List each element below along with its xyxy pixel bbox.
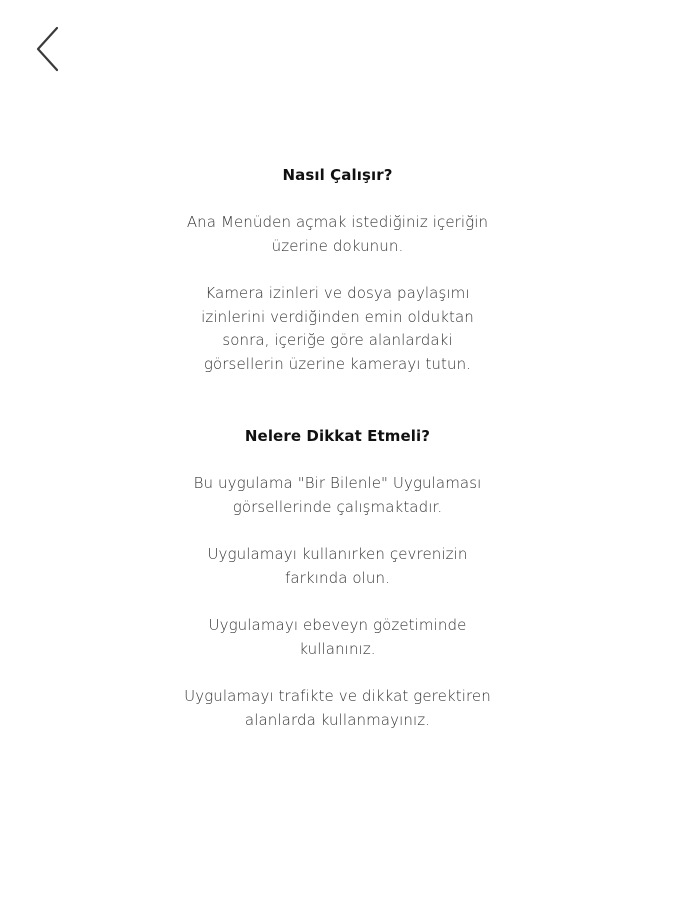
paragraph-line: alanlarda kullanmayınız. <box>244 710 431 729</box>
paragraph-line: görsellerinde çalışmaktadır. <box>232 497 443 516</box>
paragraph-line: Uygulamayı kullanırken çevrenizin <box>207 545 468 563</box>
cautions-heading: Nelere Dikkat Etmeli? <box>244 427 431 445</box>
how-it-works-heading: Nasıl Çalışır? <box>282 166 393 184</box>
paragraph-line: Ana Menüden açmak istediğiniz içeriğin <box>186 213 489 231</box>
paragraph-line: kullanınız. <box>299 639 376 658</box>
back-button[interactable] <box>30 24 66 74</box>
cautions-paragraph-1 <box>0 472 675 519</box>
cautions-paragraph-4 <box>0 685 675 732</box>
cautions-paragraph-2 <box>0 543 675 590</box>
how-it-works-heading-block <box>0 164 675 188</box>
cautions-paragraph-3 <box>0 614 675 661</box>
paragraph-line: görsellerin üzerine kamerayı tutun. <box>203 354 472 373</box>
how-it-works-paragraph-1 <box>0 211 675 258</box>
paragraph-line: Uygulamayı ebeveyn gözetiminde <box>208 616 467 634</box>
paragraph-line: üzerine dokunun. <box>271 236 404 255</box>
paragraph-line: Uygulamayı trafikte ve dikkat gerektiren <box>184 687 491 705</box>
paragraph-line: izinlerini verdiğinden emin olduktan <box>201 307 474 326</box>
chevron-left-icon <box>33 25 63 73</box>
paragraph-line: sonra, içeriğe göre alanlardaki <box>222 331 453 349</box>
how-it-works-paragraph-2 <box>0 282 675 376</box>
paragraph-line: farkında olun. <box>284 568 390 587</box>
paragraph-line: Kamera izinleri ve dosya paylaşımı <box>205 284 470 302</box>
paragraph-line: Bu uygulama "Bir Bilenle" Uygulaması <box>193 474 482 492</box>
cautions-heading-block <box>0 425 675 449</box>
